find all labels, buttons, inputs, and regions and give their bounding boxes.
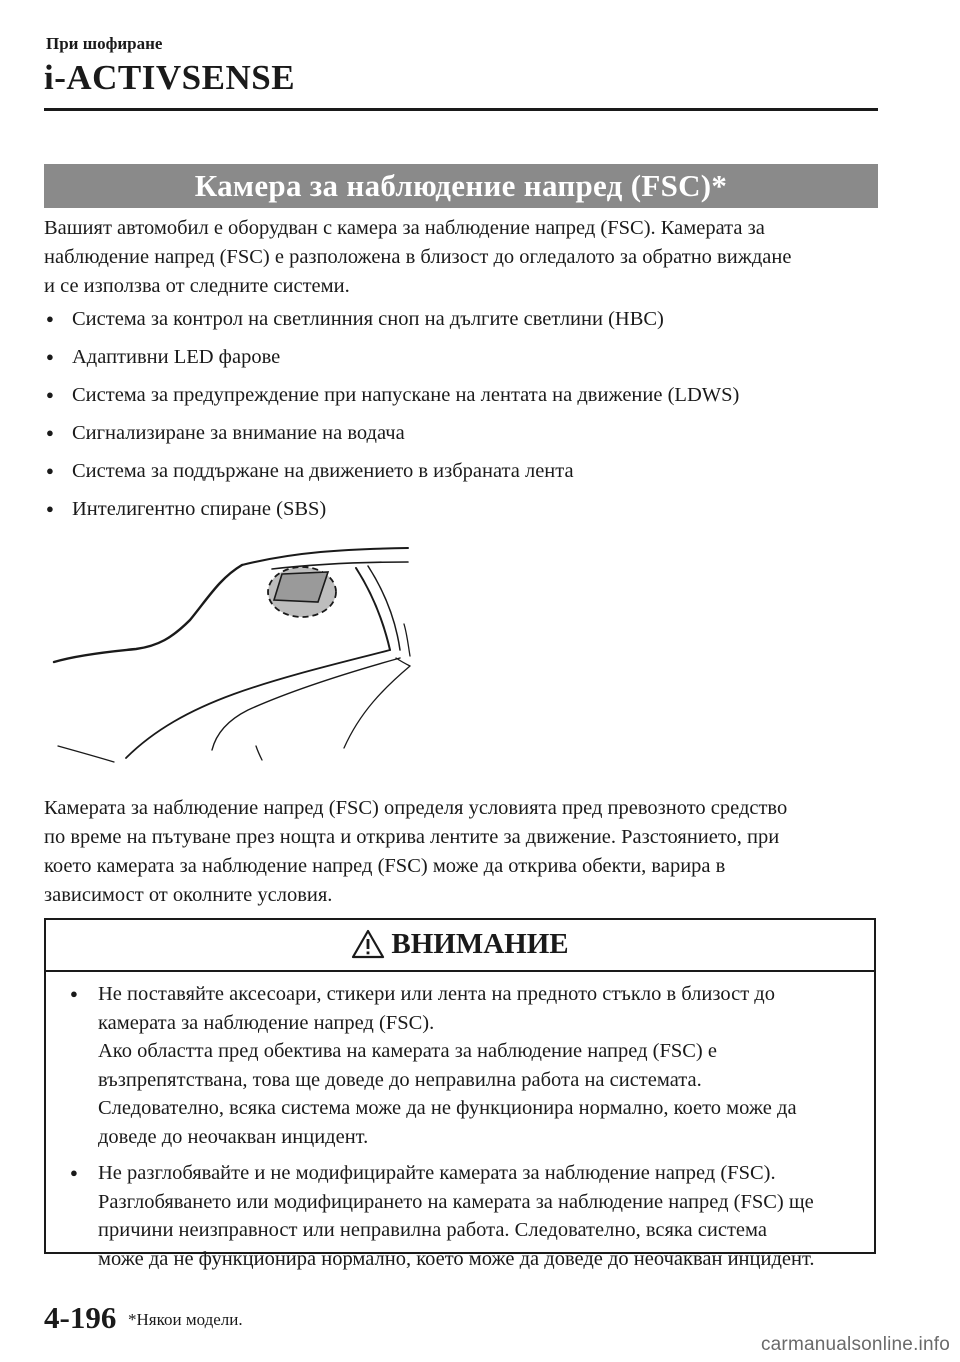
page-number: 4-196 xyxy=(44,1300,117,1335)
description-line: Камерата за наблюдение напред (FSC) определя условията пред превозното средство xyxy=(44,797,788,819)
list-item: ● Система за предупреждение при напускане на лентата на движение (LDWS) xyxy=(44,376,884,414)
warning-triangle-icon xyxy=(351,929,385,959)
breadcrumb: При шофиране xyxy=(46,34,163,53)
footnote: *Някои модели. xyxy=(128,1310,243,1329)
intro-line: наблюдение напред (FSC) е разположена в близост до огледалото за обратно виждане xyxy=(44,246,792,268)
list-item: ● Система за контрол на светлинния сноп на дългите светлини (HBC) xyxy=(44,300,884,338)
caution-line: ● Не разглобявайте и не модифицирайте камерата за наблюдение напред (FSC). xyxy=(98,1162,776,1184)
caution-item xyxy=(68,1159,868,1273)
description-line: което камерата за наблюдение напред (FSC) може да открива обекти, варира в xyxy=(44,855,726,877)
list-item: ● Интелигентно спиране (SBS) xyxy=(44,490,884,528)
caution-line: ● Не поставяйте аксесоари, стикери или лента на предното стъкло в близост до xyxy=(98,983,775,1005)
caution-line: възпрепятствана, това ще доведе до неправилна работа на системата. xyxy=(98,1068,702,1091)
watermark-link[interactable]: carmanualsonline.info xyxy=(760,1334,950,1355)
intro-line: Вашият автомобил е оборудван с камера за наблюдение напред (FSC). Камерата за xyxy=(44,217,765,239)
caution-line: камерата за наблюдение напред (FSC). xyxy=(98,1011,435,1034)
description-paragraph xyxy=(44,794,884,910)
systems-list xyxy=(44,300,884,528)
caution-heading: ВНИМАНИЕ xyxy=(391,927,569,960)
intro-paragraph xyxy=(44,214,884,301)
description-line: зависимост от околните условия. xyxy=(44,884,333,906)
caution-line: може да не функционира нормално, което може да доведе до неочакван инцидент. xyxy=(98,1247,815,1270)
list-item: ● Адаптивни LED фарове xyxy=(44,338,884,376)
camera-location-illustration xyxy=(44,538,424,768)
caution-line: Ако областта пред обектива на камерата за наблюдение напред (FSC) е xyxy=(98,1040,717,1062)
caution-header xyxy=(46,920,874,968)
caution-divider xyxy=(46,970,874,972)
page-title: Камера за наблюдение напред (FSC)* xyxy=(44,164,878,208)
caution-line: Разглобяването или модифицирането на камерата за наблюдение напред (FSC) ще xyxy=(98,1190,814,1213)
caution-line: Следователно, всяка система може да не функционира нормално, което може да xyxy=(98,1097,797,1119)
caution-line: доведе до неочакван инцидент. xyxy=(98,1125,369,1148)
description-line: по време на пътуване през нощта и открива лентите за движение. Разстоянието, при xyxy=(44,826,780,848)
caution-item xyxy=(68,980,868,1151)
caution-box xyxy=(44,918,876,1270)
list-item: ● Сигнализиране за внимание на водача xyxy=(44,414,884,452)
section-title: i-ACTIVSENSE xyxy=(44,58,296,97)
caution-line: причини неизправност или неправилна работа. Следователно, всяка система xyxy=(98,1219,767,1241)
windshield-diagram xyxy=(44,538,424,768)
intro-line: и се използва от следните системи. xyxy=(44,275,350,297)
caution-list xyxy=(68,980,868,1281)
header-rule xyxy=(44,108,878,111)
list-item: ● Система за поддържане на движението в избраната лента xyxy=(44,452,884,490)
